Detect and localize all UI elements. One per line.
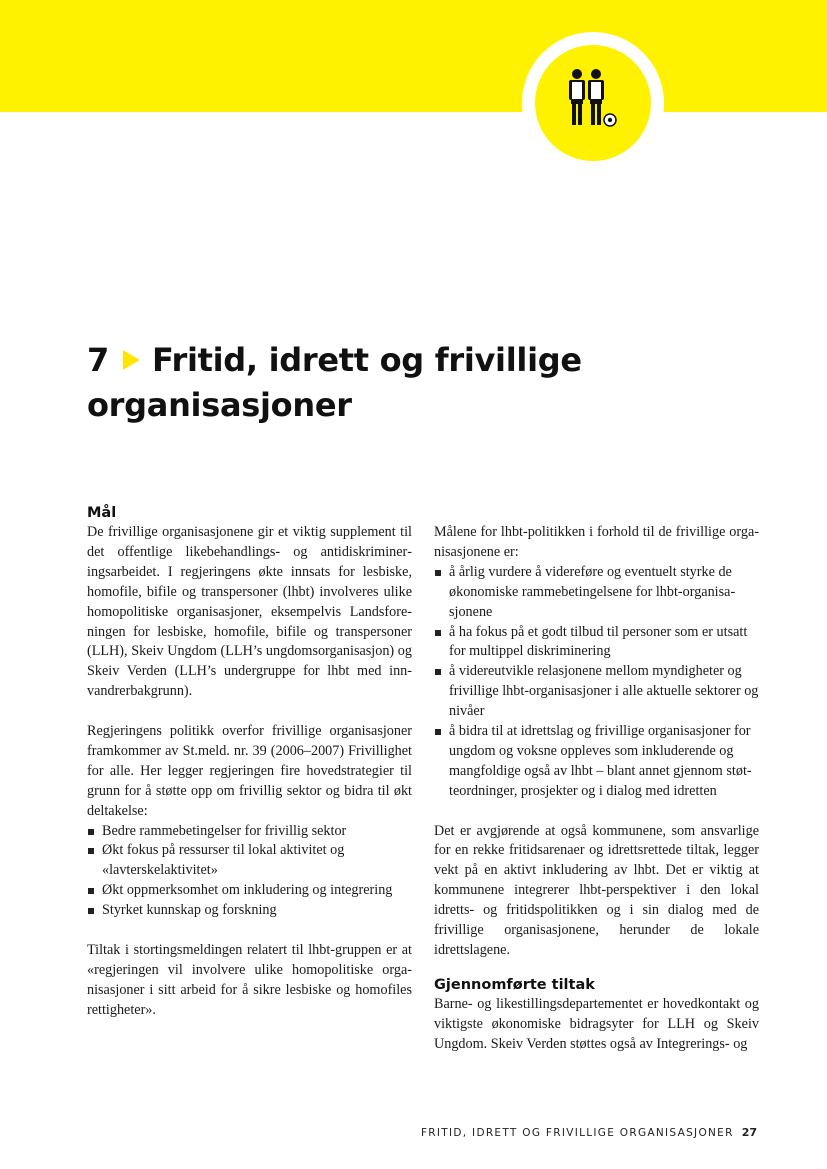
left-column [87, 503, 412, 1021]
list-item: å bidra til at idrettslag og frivillige organisasjoner for ungdom og voksne oppleves som inkluderende og mangfoldige også av lhbt – blant annet gjennom støtteordninger, prosjekter og i dialog med idretten [434, 722, 759, 802]
policy-paragraph: Regjeringens politikk overfor frivillige organisasjoner framkommer av St.meld. nr. 39 (2006–2007) Frivillighet for alle. Her legger regjeringen fire hovedstrategier til grunn for å støtte opp om frivillig sektor og bidra til økt deltakelse: [87, 723, 412, 819]
chapter-title [87, 338, 727, 428]
arrow-icon [123, 350, 140, 370]
list-item: å årlig vurdere å videreføre og eventuelt styrke de økonomiske rammebetingelsene for lhbt-organisasjonene [434, 563, 759, 623]
intro-paragraph: De frivillige organisasjonene gir et viktig supplement til det offentlige likebehandlings- og antidiskrimineringsarbeidet. I regjeringens økte innsats for lesbiske, homofile, bifile og transpersoner (lhbt) involveres ulike homopolitiske organisasjoner, eksempelvis Landsforeningen for lesbiske, homofile, bifile og transpersoner (LLH), Skeiv Ungdom (LLH’s ungdomsorganisasjon) og Skeiv Verden (LLH’s undergruppe for lhbt med innvandrerbakgrunn). [87, 524, 412, 700]
chapter-number: 7 [87, 341, 109, 379]
two-football-players-icon [565, 69, 627, 135]
list-item: å ha fokus på et godt tilbud til personer som er utsatt for multippel diskriminering [434, 623, 759, 663]
municipality-paragraph: Det er avgjørende at også kommunene, som ansvarlige for en rekke fritidsarenaer og idrettsrettede tiltak, legger vekt på en aktivt inkludering av lhbt. Det er viktig at kommunene integrerer lhbt-perspektiver i den lokal idretts- og fritidspolitikken og i sin dialog med de frivillige organisasjonene, herunder de lokale idrettslagene. [434, 822, 759, 959]
strategy-list [87, 822, 412, 922]
chapter-badge [535, 45, 651, 161]
list-item: Økt fokus på ressurser til lokal aktivitet og «lavterskelaktivitet» [87, 841, 412, 881]
list-item: Bedre rammebetingelser for frivillig sektor [87, 822, 412, 842]
right-column [434, 523, 759, 1055]
goals-list [434, 563, 759, 802]
section-heading-mal: Mål [87, 505, 117, 521]
measures-done-paragraph: Barne- og likestillingsdepartementet er hovedkontakt og viktigste økonomiske bidragsyter for LLH og Skeiv Ungdom. Skeiv Verden støttes også av Integrerings- og [434, 995, 759, 1052]
list-item: å videreutvikle relasjonene mellom myndigheter og frivillige lhbt-organisasjoner i alle aktuelle sektorer og nivåer [434, 662, 759, 722]
page-number: 27 [741, 1126, 757, 1139]
running-title: FRITID, IDRETT OG FRIVILLIGE ORGANISASJONER [420, 1127, 734, 1139]
measures-paragraph: Tiltak i stortingsmeldingen relatert til lhbt-gruppen er at «regjeringen vil involvere ulike homopolitiske organisasjoner i sitt arbeid for å sikre lesbiske og homofiles rettigheter». [87, 942, 412, 1018]
list-item: Økt oppmerksomhet om inkludering og integrering [87, 881, 412, 901]
section-heading-tiltak: Gjennomførte tiltak [434, 976, 595, 993]
list-item: Styrket kunnskap og forskning [87, 901, 412, 921]
header-band [0, 0, 827, 112]
goals-intro: Målene for lhbt-politikken i forhold til de frivillige organisasjonene er: [434, 524, 759, 560]
chapter-title-text: Fritid, idrett og frivillige organisasjoner [87, 341, 582, 424]
page-footer [421, 1126, 757, 1139]
